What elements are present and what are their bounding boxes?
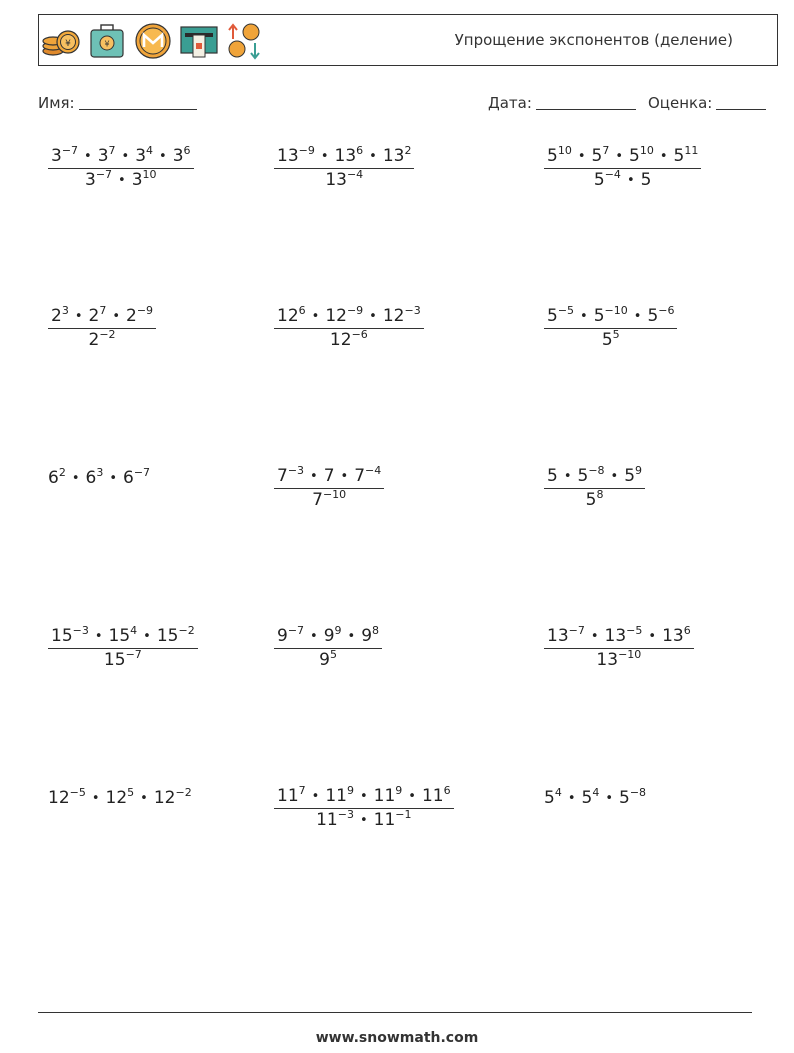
multiply-dot: • <box>311 309 320 324</box>
term-exponent: 6 <box>298 304 306 317</box>
den-term <box>312 488 347 510</box>
term-base: 12 <box>153 788 176 808</box>
num-term <box>547 624 585 646</box>
num-term <box>325 304 364 326</box>
term-base: 6 <box>48 468 59 488</box>
term-exponent: 6 <box>356 144 364 157</box>
num-term <box>334 144 364 166</box>
problem <box>48 304 156 350</box>
footer-url: www.snowmath.com <box>315 1030 479 1046</box>
num-term <box>153 786 192 808</box>
num-term <box>547 468 558 485</box>
term-base: 11 <box>373 786 396 806</box>
den-term <box>601 328 620 350</box>
term-base: 7 <box>323 466 335 486</box>
term-exponent: 10 <box>639 144 654 157</box>
term-exponent: 5 <box>127 786 135 799</box>
num-term <box>604 624 643 646</box>
num-term <box>277 304 306 326</box>
term-exponent: 7 <box>99 304 107 317</box>
num-term <box>51 304 69 326</box>
num-term <box>126 304 154 326</box>
term-exponent: 10 <box>557 144 572 157</box>
svg-text:¥: ¥ <box>104 39 110 49</box>
fraction <box>48 304 156 350</box>
num-term <box>577 464 605 486</box>
term-exponent: 8 <box>596 488 604 501</box>
fraction <box>274 464 384 510</box>
term-exponent: 5 <box>612 328 620 341</box>
num-term <box>48 786 86 808</box>
multiply-dot: • <box>71 471 80 486</box>
term-exponent: 8 <box>372 624 380 637</box>
num-term <box>547 144 572 166</box>
denominator <box>274 808 454 829</box>
term-base: 15 <box>156 626 179 646</box>
term-exponent: 2 <box>58 466 66 479</box>
problem <box>544 144 701 190</box>
monero-coin-icon <box>133 21 173 61</box>
term-exponent: −4 <box>365 464 382 477</box>
term-base: 13 <box>334 146 357 166</box>
multiply-dot: • <box>84 149 92 164</box>
numerator <box>274 304 424 328</box>
fraction <box>48 624 198 670</box>
atm-card-icon <box>179 21 219 61</box>
term-exponent: 7 <box>108 144 116 157</box>
term-exponent: 2 <box>404 144 412 157</box>
multiply-dot: • <box>633 309 642 324</box>
term-exponent: −7 <box>61 144 79 157</box>
term-exponent: −5 <box>626 624 643 637</box>
multiply-dot: • <box>605 791 613 806</box>
term-exponent: 6 <box>183 144 191 157</box>
problem <box>274 784 454 830</box>
num-term <box>591 144 610 166</box>
term-exponent: −7 <box>287 624 305 637</box>
term-exponent: 3 <box>96 466 104 479</box>
numerator <box>48 624 198 648</box>
term-exponent: −3 <box>287 464 305 477</box>
num-term <box>123 466 151 488</box>
num-term <box>547 304 575 326</box>
term-base: 5 <box>673 146 685 166</box>
svg-text:¥: ¥ <box>65 39 71 49</box>
multiply-dot: • <box>118 173 126 188</box>
problem <box>48 788 192 807</box>
problem <box>544 464 645 510</box>
numerator <box>544 144 701 168</box>
multiply-dot: • <box>340 469 349 484</box>
num-term <box>277 464 305 486</box>
worksheet-title: Упрощение экспонентов (деление) <box>454 31 733 49</box>
term-exponent: 9 <box>346 784 354 797</box>
den-term <box>596 648 642 670</box>
num-term <box>323 624 342 646</box>
term-exponent: −2 <box>178 624 195 637</box>
denominator <box>48 328 156 349</box>
problem <box>274 624 382 670</box>
problem <box>48 624 198 670</box>
den-term <box>85 168 113 190</box>
multiply-dot: • <box>590 629 599 644</box>
num-term <box>673 144 699 166</box>
den-term <box>319 648 337 670</box>
den-term <box>316 808 354 830</box>
problem <box>274 144 414 190</box>
term-base: 5 <box>624 466 636 486</box>
term-base: 2 <box>88 306 100 326</box>
term-exponent: 7 <box>298 784 306 797</box>
fraction <box>544 144 701 190</box>
name-blank[interactable] <box>79 95 197 110</box>
multiply-dot: • <box>140 791 148 806</box>
denominator <box>544 648 694 669</box>
term-base: 13 <box>382 146 405 166</box>
multiply-dot: • <box>408 789 416 804</box>
term-exponent: −3 <box>337 808 354 821</box>
term-base: 11 <box>373 810 396 830</box>
term-exponent: 4 <box>554 786 562 799</box>
multiply-dot: • <box>143 629 151 644</box>
term-exponent: 9 <box>334 624 342 637</box>
term-exponent: 7 <box>602 144 610 157</box>
numerator <box>274 464 384 488</box>
numerator <box>274 784 454 808</box>
multiply-dot: • <box>580 309 588 324</box>
num-term <box>619 786 647 808</box>
num-term <box>647 304 675 326</box>
term-exponent: 4 <box>146 144 154 157</box>
term-exponent: −10 <box>604 304 628 317</box>
num-term <box>135 144 154 166</box>
term-base: 5 <box>547 306 558 326</box>
term-base: 5 <box>547 146 558 166</box>
term-base: 5 <box>619 788 630 808</box>
fraction <box>274 304 424 350</box>
term-exponent: −10 <box>618 648 642 661</box>
num-term <box>325 784 354 806</box>
fraction <box>274 144 414 190</box>
multiply-dot: • <box>121 149 130 164</box>
multiply-dot: • <box>359 789 368 804</box>
num-term <box>624 464 643 486</box>
multiply-dot: • <box>626 173 635 188</box>
multiply-dot: • <box>369 309 377 324</box>
term-exponent: −7 <box>133 466 151 479</box>
term-exponent: 9 <box>395 784 403 797</box>
term-base: 5 <box>577 466 589 486</box>
numerator <box>544 464 645 488</box>
den-term <box>585 488 604 510</box>
den-term <box>641 172 652 189</box>
term-exponent: −10 <box>322 488 347 501</box>
term-base: 9 <box>323 626 335 646</box>
multiply-dot: • <box>563 469 572 484</box>
multiply-dot: • <box>109 471 117 486</box>
term-exponent: −5 <box>557 304 575 317</box>
term-base: 13 <box>604 626 627 646</box>
multiply-dot: • <box>320 149 329 164</box>
num-term <box>581 786 600 808</box>
problem <box>544 788 646 807</box>
multiply-dot: • <box>347 629 356 644</box>
grade-field[interactable] <box>648 94 766 112</box>
term-base: 3 <box>131 170 143 190</box>
date-blank[interactable] <box>536 95 636 110</box>
term-base: 3 <box>97 146 109 166</box>
term-base: 7 <box>354 466 366 486</box>
term-base: 13 <box>277 146 299 166</box>
term-base: 2 <box>126 306 137 326</box>
term-base: 3 <box>85 170 96 190</box>
multiply-dot: • <box>648 629 657 644</box>
term-base: 2 <box>88 330 100 350</box>
term-exponent: −8 <box>629 786 647 799</box>
multiply-dot: • <box>615 149 623 164</box>
multiply-dot: • <box>567 791 576 806</box>
num-term <box>324 468 335 485</box>
term-base: 5 <box>640 170 652 190</box>
term-exponent: 5 <box>329 648 337 661</box>
term-exponent: −7 <box>95 168 113 181</box>
den-term <box>88 328 116 350</box>
denominator <box>48 168 194 189</box>
fraction <box>544 624 694 670</box>
term-base: 13 <box>662 626 684 646</box>
num-term <box>105 786 135 808</box>
term-base: 5 <box>585 490 597 510</box>
fraction <box>544 464 645 510</box>
term-base: 7 <box>277 466 288 486</box>
term-exponent: 9 <box>635 464 643 477</box>
term-base: 2 <box>51 306 62 326</box>
coins-icon <box>41 21 81 61</box>
term-base: 7 <box>312 490 323 510</box>
multiply-dot: • <box>91 791 100 806</box>
term-exponent: −9 <box>298 144 315 157</box>
worksheet-header <box>38 14 778 66</box>
term-base: 5 <box>581 788 593 808</box>
term-exponent: −9 <box>346 304 364 317</box>
num-term <box>354 464 382 486</box>
denominator <box>274 168 414 189</box>
num-term <box>544 786 562 808</box>
denominator <box>544 168 701 189</box>
num-term <box>108 624 138 646</box>
term-base: 12 <box>325 306 347 326</box>
multiply-dot: • <box>659 149 668 164</box>
multiply-dot: • <box>159 149 167 164</box>
multiply-dot: • <box>311 789 320 804</box>
term-base: 9 <box>277 626 288 646</box>
term-base: 5 <box>544 788 555 808</box>
term-exponent: −1 <box>395 808 412 821</box>
den-term <box>325 168 364 190</box>
num-term <box>172 144 191 166</box>
multiply-dot: • <box>310 629 318 644</box>
multiply-dot: • <box>577 149 586 164</box>
problem <box>274 304 424 350</box>
term-base: 5 <box>629 146 640 166</box>
term-base: 15 <box>51 626 73 646</box>
den-term <box>103 648 142 670</box>
term-base: 5 <box>601 330 613 350</box>
term-exponent: −6 <box>351 328 368 341</box>
num-term <box>88 304 107 326</box>
den-term <box>329 328 368 350</box>
term-exponent: −9 <box>136 304 154 317</box>
num-term <box>85 466 104 488</box>
term-base: 11 <box>277 786 299 806</box>
multiply-dot: • <box>112 309 120 324</box>
term-base: 13 <box>596 650 619 670</box>
term-base: 5 <box>591 146 603 166</box>
numerator <box>544 304 677 328</box>
numerator <box>48 304 156 328</box>
num-term <box>48 466 66 488</box>
den-term <box>131 168 157 190</box>
term-base: 11 <box>316 810 338 830</box>
numerator <box>544 624 694 648</box>
grade-label: Оценка: <box>648 94 713 112</box>
term-exponent: −8 <box>588 464 605 477</box>
multiply-dot: • <box>74 309 83 324</box>
term-base: 12 <box>277 306 299 326</box>
term-base: 6 <box>85 468 97 488</box>
term-exponent: 4 <box>130 624 138 637</box>
term-exponent: 3 <box>61 304 69 317</box>
grade-blank[interactable] <box>716 95 766 110</box>
term-exponent: −3 <box>72 624 89 637</box>
num-term <box>629 144 654 166</box>
fraction <box>48 144 194 190</box>
term-base: 3 <box>51 146 62 166</box>
multiply-dot: • <box>94 629 103 644</box>
denominator <box>274 648 382 669</box>
multiply-dot: • <box>369 149 377 164</box>
denominator <box>274 488 384 509</box>
term-exponent: 10 <box>142 168 157 181</box>
num-term <box>662 624 691 646</box>
num-term <box>277 144 315 166</box>
num-term <box>51 144 79 166</box>
term-base: 11 <box>421 786 444 806</box>
exchange-coins-icon <box>225 21 265 61</box>
problem <box>274 464 384 510</box>
term-exponent: −3 <box>404 304 421 317</box>
num-term <box>277 784 306 806</box>
term-base: 12 <box>105 788 128 808</box>
term-base: 9 <box>361 626 373 646</box>
term-exponent: −4 <box>346 168 364 181</box>
term-base: 5 <box>593 306 605 326</box>
multiply-dot: • <box>310 469 318 484</box>
fraction <box>274 624 382 670</box>
fraction <box>274 784 454 830</box>
term-base: 13 <box>325 170 347 190</box>
money-bag-icon <box>87 21 127 61</box>
term-exponent: 6 <box>443 784 451 797</box>
term-base: 15 <box>103 650 126 670</box>
num-term <box>382 304 421 326</box>
multiply-dot: • <box>359 813 368 828</box>
problem <box>48 468 150 487</box>
problem <box>544 304 677 350</box>
term-exponent: 4 <box>592 786 600 799</box>
term-exponent: −2 <box>99 328 116 341</box>
denominator <box>544 328 677 349</box>
date-label: Дата: <box>488 94 532 112</box>
term-exponent: −7 <box>568 624 585 637</box>
fraction <box>544 304 677 350</box>
term-base: 3 <box>135 146 147 166</box>
term-base: 13 <box>547 626 569 646</box>
term-base: 12 <box>382 306 405 326</box>
num-term <box>382 144 412 166</box>
term-exponent: −6 <box>658 304 675 317</box>
num-term <box>361 624 380 646</box>
term-base: 12 <box>329 330 352 350</box>
numerator <box>274 144 414 168</box>
num-term <box>51 624 89 646</box>
footer-divider <box>38 1012 752 1013</box>
multiply-dot: • <box>610 469 619 484</box>
problem <box>544 624 694 670</box>
problem <box>48 144 194 190</box>
term-base: 3 <box>172 146 184 166</box>
den-term <box>593 168 621 190</box>
term-base: 6 <box>123 468 134 488</box>
date-field[interactable] <box>488 94 636 112</box>
num-term <box>277 624 305 646</box>
term-base: 12 <box>48 788 70 808</box>
term-exponent: 6 <box>683 624 691 637</box>
term-base: 11 <box>325 786 347 806</box>
term-base: 15 <box>108 626 131 646</box>
term-base: 9 <box>319 650 330 670</box>
denominator <box>48 648 198 669</box>
denominator <box>544 488 645 509</box>
numerator <box>48 144 194 168</box>
term-exponent: −7 <box>125 648 142 661</box>
num-term <box>156 624 195 646</box>
num-term <box>373 784 403 806</box>
term-base: 5 <box>593 170 605 190</box>
term-exponent: 11 <box>684 144 699 157</box>
num-term <box>593 304 628 326</box>
num-term <box>421 784 451 806</box>
term-base: 5 <box>647 306 659 326</box>
denominator <box>274 328 424 349</box>
term-exponent: −5 <box>69 786 86 799</box>
num-term <box>97 144 116 166</box>
name-field[interactable] <box>38 94 197 112</box>
term-exponent: −2 <box>175 786 192 799</box>
name-label: Имя: <box>38 94 75 112</box>
den-term <box>373 808 412 830</box>
term-exponent: −4 <box>604 168 621 181</box>
numerator <box>274 624 382 648</box>
term-base: 5 <box>547 466 558 486</box>
